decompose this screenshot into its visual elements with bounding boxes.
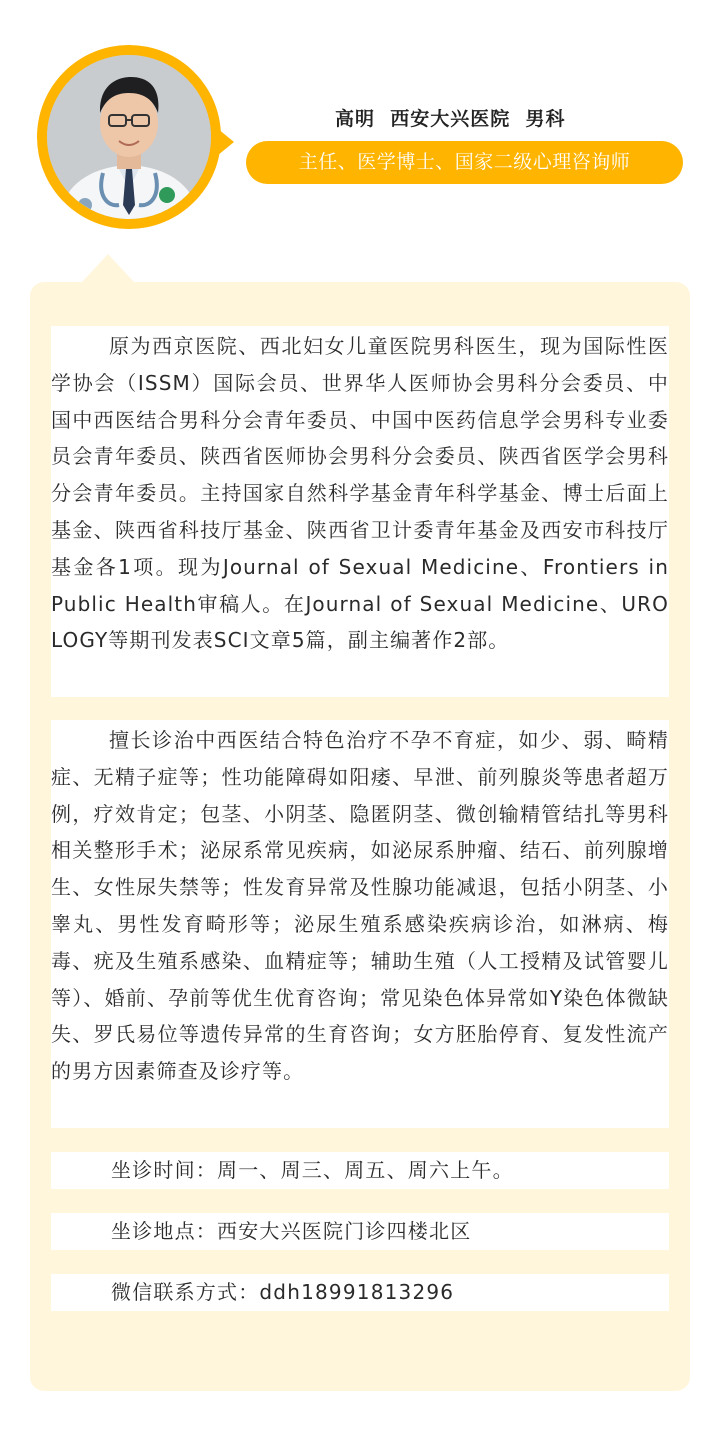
expertise-section <box>51 720 669 1128</box>
wechat-row <box>51 1274 669 1311</box>
background-section <box>51 326 669 697</box>
clinic-location-text: 坐诊地点：西安大兴医院门诊四楼北区 <box>111 1219 472 1243</box>
avatar <box>47 55 211 219</box>
clinic-time-row <box>51 1152 669 1189</box>
expertise-paragraph: 擅长诊治中西医结合特色治疗不孕不育症，如少、弱、畸精症、无精子症等；性功能障碍如阳痿、早泄、前列腺炎等患者超万例，疗效肯定；包茎、小阴茎、隐匿阴茎、微创输精管结扎等男科相关整形手术；泌尿系常见疾病，如泌尿系肿瘤、结石、前列腺增生、女性尿失禁等；性发育异常及性腺功能减退，包括小阴茎、小睾丸、男性发育畸形等；泌尿生殖系感染疾病诊治，如淋病、梅毒、疣及生殖系感染、血精症等；辅助生殖（人工授精及试管婴儿等）、婚前、孕前等优生优育咨询；常见染色体异常如Y染色体微缺失、罗氏易位等遗传异常的生育咨询；女方胚胎停育、复发性流产的男方因素筛查及诊疗等。 <box>51 728 669 1084</box>
doctor-name-line: 高明 西安大兴医院 男科 <box>335 108 566 130</box>
clinic-location-row <box>51 1213 669 1250</box>
doctor-titles-badge: 主任、医学博士、国家二级心理咨询师 <box>246 141 683 184</box>
wechat-contact-text: 微信联系方式：ddh18991813296 <box>111 1280 455 1304</box>
background-paragraph: 原为西京医院、西北妇女儿童医院男科医生，现为国际性医学协会（ISSM）国际会员、世界华人医师协会男科分会委员、中国中西医结合男科分会青年委员、中国中医药信息学会男科专业委员会青年委员、陕西省医师协会男科分会委员、陕西省医学会男科分会青年委员。主持国家自然科学基金青年科学基金、博士后面上基金、陕西省科技厅基金、陕西省卫计委青年基金及西安市科技厅基金各1项。现为Journal of Sexual Medicine、Frontiers in Public Health审稿人。在Journal of Sexual Medicine、UROLOGY等期刊发表SCI文章5篇，副主编著作2部。 <box>51 334 669 653</box>
card-pointer <box>82 254 134 282</box>
avatar-pointer <box>212 124 234 160</box>
clinic-time-text: 坐诊时间：周一、周三、周五、周六上午。 <box>111 1158 514 1182</box>
doctor-portrait-icon <box>47 55 211 219</box>
